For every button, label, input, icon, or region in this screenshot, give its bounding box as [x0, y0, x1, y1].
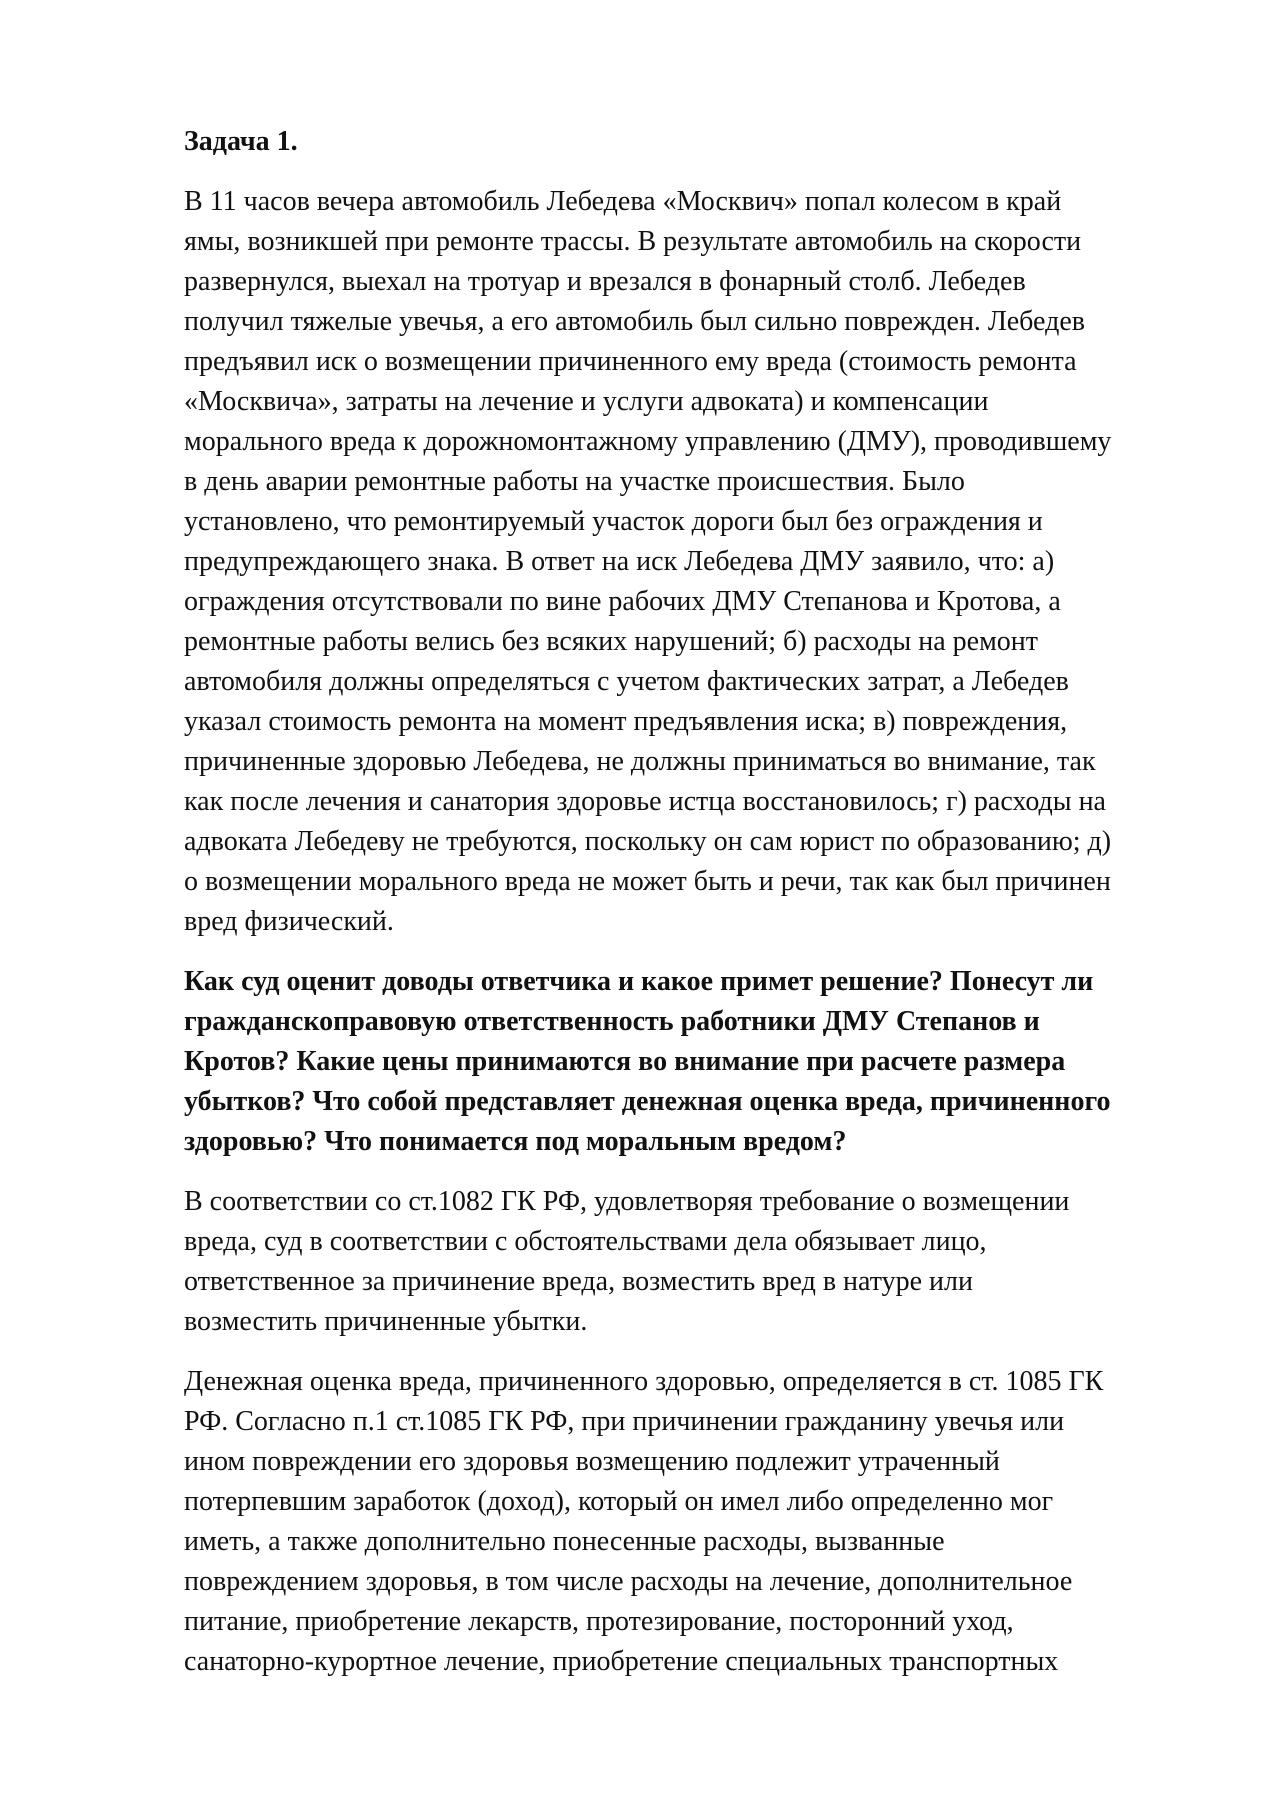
task-title: Задача 1.: [184, 126, 298, 157]
document-page: [184, 122, 1192, 1702]
task-questions: Как суд оценит доводы ответчика и какое примет решение? Понесут ли гражданскоправовую ответственность работники ДМУ Степанов и Кротов? Какие цены принимаются во внимание при расчете размера убытков? Что собой представляет денежная оценка вреда, причиненного здоровью? Что понимается под моральным вредом?: [184, 966, 1111, 1157]
case-description: В 11 часов вечера автомобиль Лебедева «Москвич» попал колесом в край ямы, возникшей при ремонте трассы. В результате автомобиль на скорости развернулся, выехал на тротуар и врезался в фонарный столб. Лебедев получил тяжелые увечья, а его автомобиль был сильно поврежден. Лебедев предъявил иск о возмещении причиненного ему вреда (стоимость ремонта «Москвича», затраты на лечение и услуги адвоката) и компенсации морального вреда к дорожномонтажному управлению (ДМУ), проводившему в день аварии ремонтные работы на участке происшествия. Было установлено, что ремонтируемый участок дороги был без ограждения и предупреждающего знака. В ответ на иск Лебедева ДМУ заявило, что: а) ограждения отсутствовали по вине рабочих ДМУ Степанова и Кротова, а ремонтные работы велись без всяких нарушений; б) расходы на ремонт автомобиля должны определяться с учетом фактических затрат, а Лебедев указал стоимость ремонта на момент предъявления иска; в) повреждения, причиненные здоровью Лебедева, не должны приниматься во внимание, так как после лечения и санатория здоровье истца восстановилось; г) расходы на адвоката Лебедеву не требуются, поскольку он сам юрист по образованию; д) о возмещении морального вреда не может быть и речи, так как был причинен вред физический.: [184, 186, 1112, 937]
answer-paragraph-2: Денежная оценка вреда, причиненного здоровью, определяется в ст. 1085 ГК РФ. Согласно п.1 ст.1085 ГК РФ, при причинении гражданину увечья или ином повреждении его здоровья возмещению подлежит утраченный потерпевшим заработок (доход), который он имел либо определенно мог иметь, а также дополнительно понесенные расходы, вызванные повреждением здоровья, в том числе расходы на лечение, дополнительное питание, приобретение лекарств, протезирование, посторонний уход, санаторно-курортное лечение, приобретение специальных транспортных: [184, 1366, 1104, 1677]
answer-paragraph-1: В соответствии со ст.1082 ГК РФ, удовлетворяя требование о возмещении вреда, суд в соответствии с обстоятельствами дела обязывает лицо, ответственное за причинение вреда, возместить вред в натуре или возместить причиненные убытки.: [184, 1186, 1070, 1337]
